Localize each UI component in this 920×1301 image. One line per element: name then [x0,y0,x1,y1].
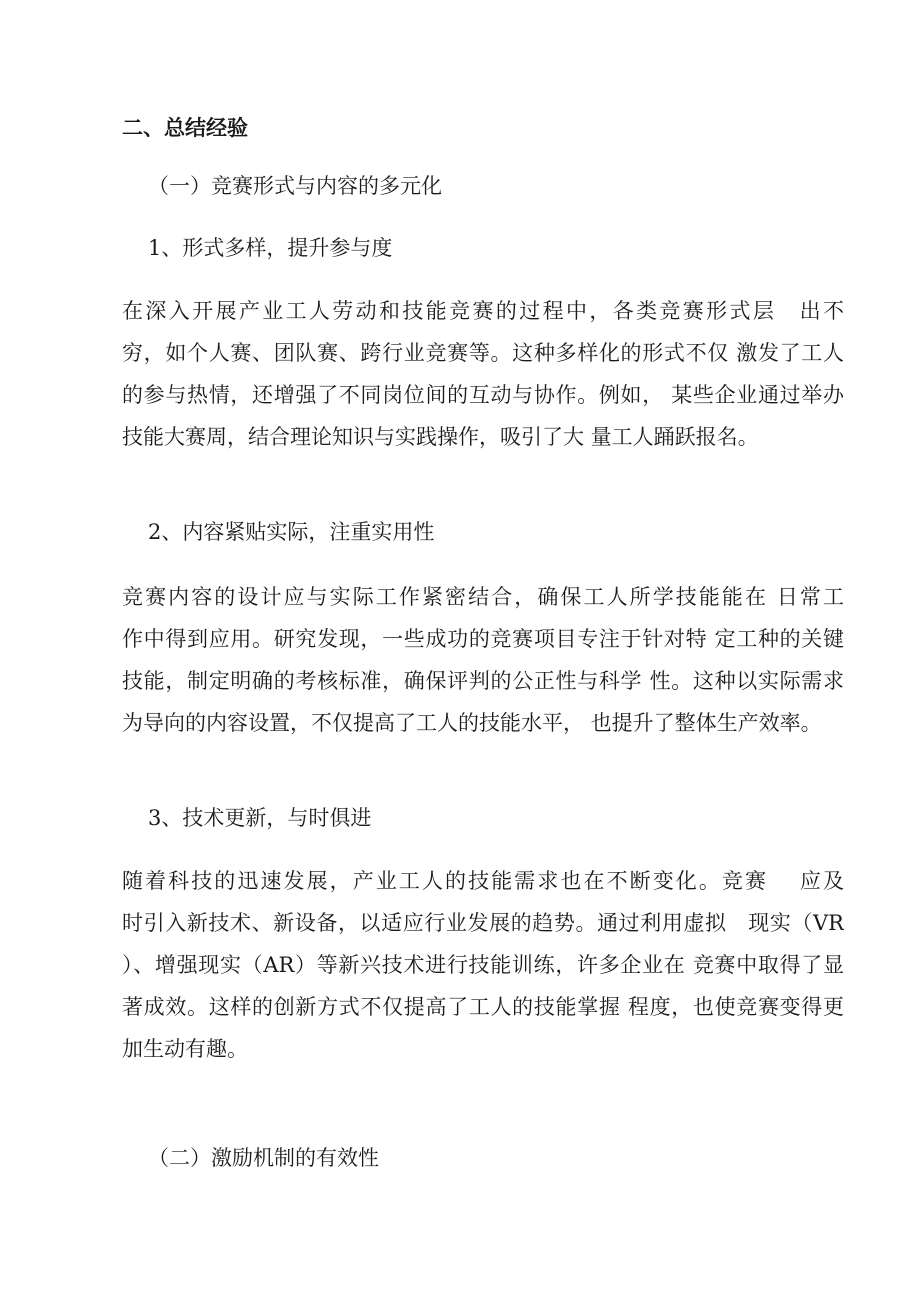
subsection-heading-1: （一）竞赛形式与内容的多元化 [148,174,442,198]
section-heading: 二、总结经验 [122,116,248,140]
paragraph-line: 竞赛内容的设计应与实际工作紧密结合，确保工人所学技能能在 日常工 [122,585,844,609]
paragraph-line: 著成效。这样的创新方式不仅提高了工人的技能掌握 程度，也使竞赛变得更 [122,995,844,1019]
subsection-heading-2: （二）激励机制的有效性 [148,1146,379,1170]
item-heading-2: 2、内容紧贴实际，注重实用性 [148,520,435,544]
paragraph-line: 加生动有趣。 [122,1037,248,1061]
paragraph-2 [122,576,844,744]
paragraph-line: 为导向的内容设置，不仅提高了工人的技能水平， 也提升了整体生产效率。 [122,711,822,735]
paragraph-3 [122,860,844,1070]
paragraph-line: 随着科技的迅速发展，产业工人的技能需求也在不断变化。竞赛 应及 [122,869,844,893]
item-heading-1: 1、形式多样，提升参与度 [148,236,393,260]
paragraph-line: 穷，如个人赛、团队赛、跨行业竞赛等。这种多样化的形式不仅 激发了工人 [122,341,844,365]
paragraph-line: 的参与热情，还增强了不同岗位间的互动与协作。例如， 某些企业通过举办 [122,383,844,407]
paragraph-line: ）、增强现实（AR）等新兴技术进行技能训练，许多企业在 竞赛中取得了显 [122,953,844,977]
paragraph-line: 技能，制定明确的考核标准，确保评判的公正性与科学 性。这种以实际需求 [122,669,844,693]
paragraph-line: 技能大赛周，结合理论知识与实践操作，吸引了大 量工人踊跃报名。 [122,425,759,449]
paragraph-line: 时引入新技术、新设备，以适应行业发展的趋势。通过利用虚拟 现实（VR [122,911,844,935]
paragraph-line: 作中得到应用。研究发现，一些成功的竞赛项目专注于针对特 定工种的关键 [122,627,844,651]
paragraph-1 [122,290,844,458]
item-heading-3: 3、技术更新，与时俱进 [148,806,372,830]
paragraph-line: 在深入开展产业工人劳动和技能竞赛的过程中，各类竞赛形式层 出不 [122,299,844,323]
